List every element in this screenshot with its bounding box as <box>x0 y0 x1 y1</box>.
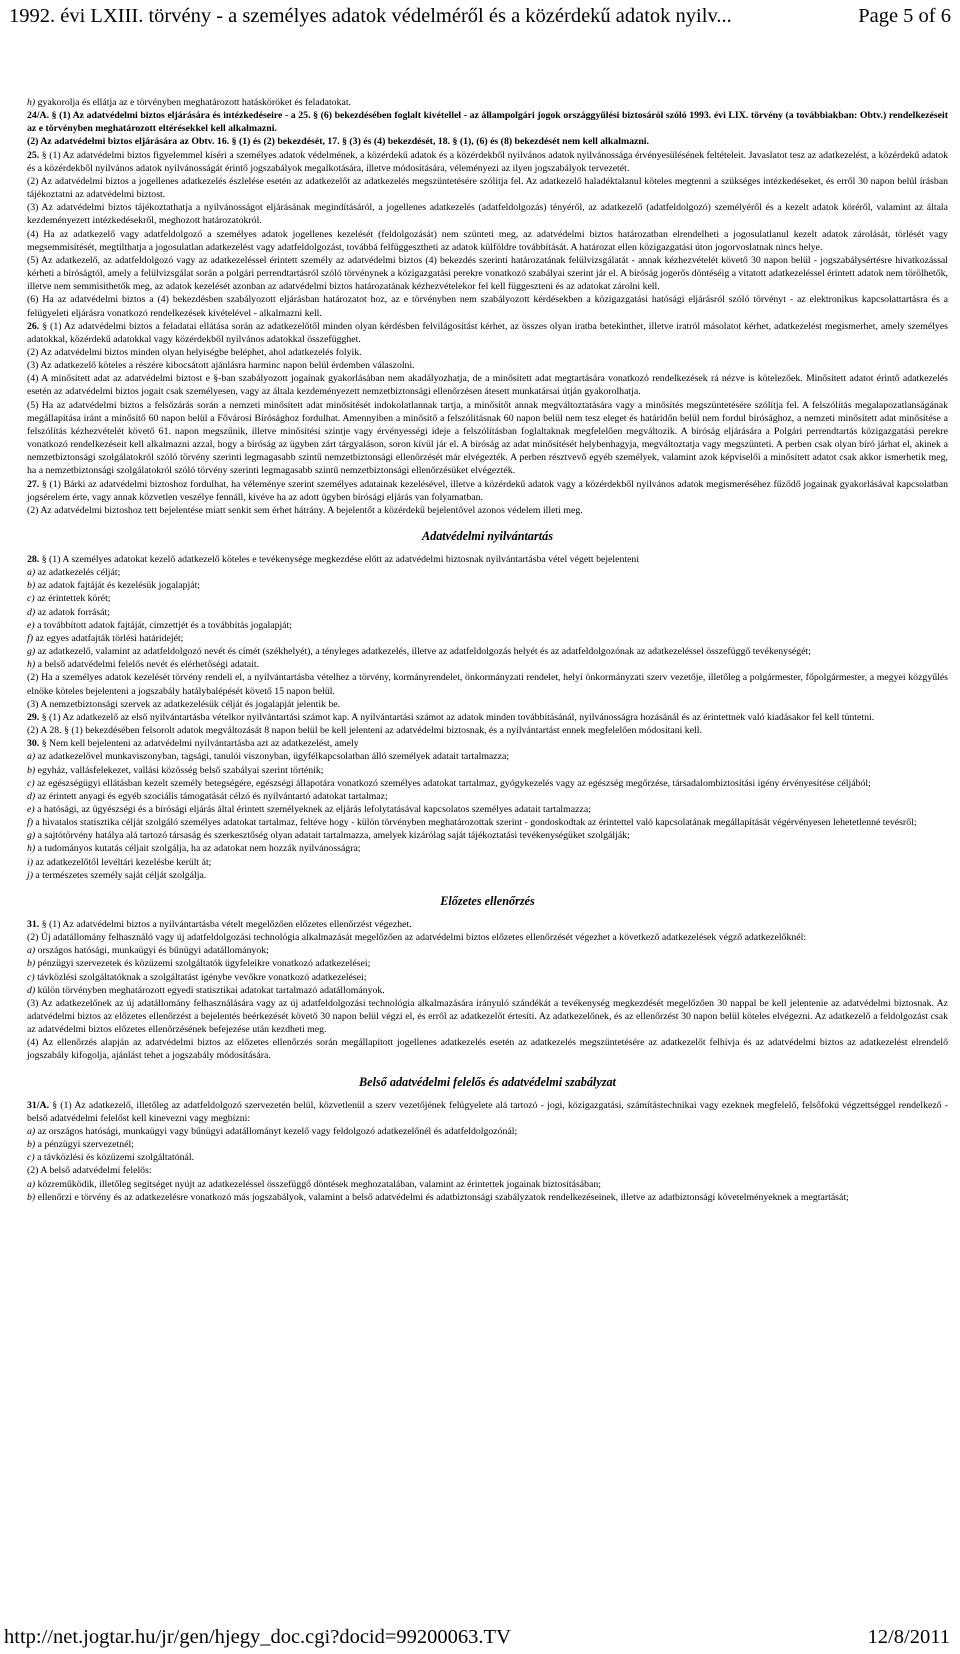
list-marker: j) <box>27 869 33 881</box>
list-marker: f) <box>27 817 33 829</box>
paragraph-text: (2) Az adatvédelmi biztos eljárására az Obtv. 16. § (1) és (2) bekezdését, 17. § (3) és (4) bekezdését, 18. § (1), (6) és (8) bekezdését nem kell alkalmazni. <box>27 136 649 148</box>
paragraph-text: (2) Új adatállomány felhasználó vagy új adatfeldolgozási technológia alkalmazását megelőzően az adatvédelmi biztos előzetes ellenőrzését végezhet a következő adatkezelések végző adatkezelőknél: <box>27 932 807 944</box>
paragraph <box>27 346 948 359</box>
paragraph <box>27 254 948 293</box>
paragraph-text: (6) Ha az adatvédelmi biztos a (4) bekezdésben szabályozott eljárásban határozatot hoz, az e törvényben nem szabályozott kérdésekben a közigazgatási hatósági eljárásról szóló törvényt - az elektronikus kapcsolattartásra és a felügyeleti eljárásra vonatkozó rendelkezések kivételével - alkalmazni kell. <box>27 294 948 319</box>
paragraph-text: § (1) Bárki az adatvédelmi biztoshoz fordulhat, ha véleménye szerint személyes adatainak kezelésével, illetve a közérdekű adatok vagy a közérdekből nyilvános adatok megismeréséhez fűződő jogainak gyakorlásával kapcsolatban jogsérelem érte, vagy annak közvetlen veszélye fennáll, kivéve ha az adott ügyben bírósági eljárás van folyamatban. <box>27 478 948 503</box>
paragraph <box>27 856 948 869</box>
paragraph-text: a sajtótörvény hatálya alá tartozó társaság és szerkesztőség olyan adatait tartalmazza, amelyek kizárólag saját tájékoztatási tevékenységüket szolgálják; <box>35 830 630 842</box>
paragraph-text: (3) Az adatkezelőnek az új adatállomány felhasználására vagy az új adatfeldolgozási technológia alkalmazására irányuló szándékát a tevékenység megkezdését megelőzően 30 nappal be kell jelentenie az adatvédelmi biztosnak. Az adatvédelmi biztos az előzetes ellenőrzést a bejelentés beérkezését követő 30 napon belül végzi el, és erről az adatkezelőt értesíti. Az adatkezelőnek, és az ellenőrzést 30 napon belül köteles elvégezni. Az adatkezelő a feldolgozást csak az adatvédelmi biztos előzetes ellenőrzésének befejezése után kezdheti meg. <box>27 997 948 1036</box>
list-marker: h) <box>27 97 36 108</box>
paragraph-text: (2) Az adatvédelmi biztos a jogellenes adatkezelés észlelése esetén az adatkezelőt az adatkezelés megszüntetésére szólítja fel. Az adatkezelő haladéktalanul köteles megtenni a szükséges intézkedéseket, és erről 30 napon belül írásban tájékoztatni az adatvédelmi biztost. <box>27 175 948 201</box>
paragraph <box>27 1178 948 1191</box>
paragraph <box>27 372 948 398</box>
list-marker: e) <box>27 803 35 815</box>
paragraph-text: § (1) Az adatkezelő az első nyilvántartásba vételkor nyilvántartási számot kap. A nyilvántartási számot az adatok minden továbbításánál, nyilvánosságra hozásánál és az érintettnek való kiadásakor fel kell tüntetni. <box>39 711 875 723</box>
paragraph <box>27 478 948 504</box>
paragraph <box>27 918 948 931</box>
list-marker: a) <box>27 945 36 957</box>
section-number: 27. <box>27 478 40 490</box>
paragraph <box>27 711 948 724</box>
paragraph-text: (2) Az adatvédelmi biztoshoz tett bejelentése miatt senkit sem érhet hátrány. A bejelentőt a közérdekű bejelentővel azonos védelem illeti meg. <box>27 504 583 516</box>
paragraph <box>27 1138 948 1151</box>
list-marker: e) <box>27 619 35 631</box>
list-marker: f) <box>27 632 33 644</box>
list-marker: a) <box>27 567 36 579</box>
source-url: http://net.jogtar.hu/jr/gen/hjegy_doc.cgi?docid=99200063.TV <box>4 1626 511 1648</box>
paragraph <box>27 869 948 882</box>
document-body <box>27 96 948 1204</box>
list-marker: g) <box>27 830 36 842</box>
paragraph <box>27 579 948 592</box>
paragraph-text: § (1) Az adatvédelmi biztos a nyilvántartásba vételt megelőzően előzetes ellenőrzést végezhet. <box>39 918 412 930</box>
paragraph <box>27 1036 948 1062</box>
paragraph-text: az adatkezelőtől levéltári kezelésbe került át; <box>32 856 212 868</box>
section-number: 25. <box>27 149 40 161</box>
paragraph <box>27 1125 948 1138</box>
section-number: 30. <box>27 738 40 750</box>
paragraph-text: az érintett anyagi és egyéb szociális támogatását célzó és nyilvántartó adatokat tartalmaz; <box>35 790 388 802</box>
paragraph-text: külön törvényben meghatározott egyedi statisztikai adatokat tartalmazó adatállományok. <box>35 984 385 996</box>
list-marker: d) <box>27 790 36 802</box>
paragraph-text: az adatkezelő, valamint az adatfeldolgozó nevét és címét (székhelyét), a tényleges adatkezelés, illetve az adatfeldolgozás helyét és az adatfeldolgozónak az adatkezeléssel összefüggő tevékenységét; <box>35 646 811 658</box>
paragraph <box>27 671 948 697</box>
paragraph <box>27 504 948 517</box>
paragraph-text: a belső adatvédelmi felelős nevét és elérhetőségi adatait. <box>35 659 260 671</box>
list-marker: a) <box>27 751 36 763</box>
paragraph-text: a tudományos kutatás céljait szolgálja, ha az adatokat nem hozzák nyilvánosságra; <box>35 843 361 855</box>
paragraph-text: országos hatósági, munkaügyi és bűnügyi adatállományok; <box>35 945 269 957</box>
list-marker: c) <box>27 593 35 605</box>
list-marker: a) <box>27 1178 36 1190</box>
paragraph-text: a természetes személy saját célját szolgálja. <box>32 869 207 881</box>
paragraph-text: gyakorolja és ellátja az e törvényben meghatározott hatásköröket és feladatokat. <box>35 97 351 108</box>
paragraph <box>27 931 948 944</box>
print-header <box>9 1 951 31</box>
paragraph-text: ellenőrzi e törvény és az adatkezelésre vonatkozó más jogszabályok, valamint a belső adatvédelmi és adatbiztonsági szabályzatok rendelkezéseinek, illetve az adatbiztonsági követelményeknek a megtartását; <box>35 1191 849 1203</box>
paragraph-text: § (1) A személyes adatokat kezelő adatkezelő köteles e tevékenysége megkezdése előtt az adatvédelmi biztosnak nyilvántartásba vétel végett bejelenteni <box>39 554 640 565</box>
paragraph <box>27 399 948 478</box>
paragraph <box>27 944 948 957</box>
paragraph <box>27 698 948 711</box>
paragraph <box>27 984 948 997</box>
paragraph <box>27 829 948 842</box>
paragraph-text: a továbbított adatok fajtáját, címzettjét és a továbbítás jogalapját; <box>34 619 292 631</box>
section-heading: Adatvédelmi nyilvántartás <box>421 529 553 543</box>
paragraph-text: az érintettek körét; <box>34 593 111 605</box>
paragraph <box>27 632 948 645</box>
section-number: 28. <box>27 554 40 565</box>
paragraph <box>27 1191 948 1204</box>
section-number: 26. <box>27 320 40 332</box>
paragraph <box>27 750 948 763</box>
list-marker: h) <box>27 843 36 855</box>
print-footer <box>0 1622 960 1652</box>
list-marker: b) <box>27 580 36 592</box>
paragraph-text: az egyes adatfajták törlési határidejét; <box>32 632 184 644</box>
paragraph-text: az adatkezelés célját; <box>35 567 121 579</box>
list-marker: a) <box>27 1125 36 1137</box>
list-marker: b) <box>27 958 36 970</box>
paragraph-text: pénzügyi szervezetek és közüzemi szolgáltatók ügyfeleikre vonatkozó adatkezelései; <box>35 958 371 970</box>
paragraph <box>27 957 948 970</box>
paragraph-text: az adatok forrását; <box>35 606 110 618</box>
paragraph-text: § (1) Az adatvédelmi biztos eljárására és intézkedéseire - a 25. § (6) bekezdésében foglalt kivétellel - az állampolgári jogok országgyűlési biztosáról szóló 1993. évi LIX. törvény (a továbbiakban: Obtv.) rendelkezéseit az e törvényben meghatározott eltérésekkel kell alkalmazni. <box>27 110 948 135</box>
paragraph-text: (2) Ha a személyes adatok kezelését törvény rendeli el, a nyilvántartásba vételhez a törvény, kormányrendelet, önkormányzati rendelet, helyi önkormányzati szerv vezetője, illetőleg a polgármester, főpolgármester, a megyei közgyűlés elnöke köteles bejelenteni a jogszabály hatálybalépését követő 15 napon belül. <box>27 672 948 697</box>
paragraph <box>27 566 948 579</box>
paragraph-text: (2) A belső adatvédelmi felelős: <box>27 1165 152 1177</box>
list-marker: c) <box>27 1152 35 1164</box>
paragraph-text: (4) Az ellenőrzés alapján az adatvédelmi biztos az előzetes ellenőrzés során megállapított jogellenes adatkezelés esetén az adatkezelés megszüntetésére az adatkezelőt felhívja és az adatvédelmi biztos az adatkezelést elrendelő jogszabály kifogolja, ajánlást tehet a jogszabály módosítására. <box>27 1037 948 1062</box>
list-marker: b) <box>27 764 36 776</box>
paragraph <box>27 842 948 855</box>
list-marker: b) <box>27 1139 36 1151</box>
paragraph-text: közreműködik, illetőleg segítséget nyújt az adatkezeléssel összefüggő döntések meghozatalában, valamint az érintettek jogainak biztosításában; <box>35 1178 602 1190</box>
list-marker: h) <box>27 659 36 671</box>
paragraph <box>27 359 948 372</box>
paragraph <box>27 149 948 175</box>
paragraph <box>27 606 948 619</box>
paragraph-text: (5) Ha az adatvédelmi biztos a felsőzárás során a nemzeti minősített adat minősítését indokolatlannak tartja, a minősítőt annak megváltoztatására vagy a minősítés megszüntetésére szólítja fel. A felszólítás megalapozatlanságának megállapítása iránt a minősítő 60 napon belül a Fővárosi Bírósághoz fordulhat. Amennyiben a minősítő a felszólításnak 60 napon belül nem tesz eleget és határidőn belül nem fordul bírósághoz, a nemzeti minősített adat minősítése a felszólítás kézhezvételét követő 61. napon megszűnik, illetve minősítési szintje vagy érvényességi ideje a felszólításban foglaltaknak megfelelően megváltozik. A bíróság eljárására a Polgári perrendtartás közigazgatási perekre vonatkozó rendelkezéseit kell alkalmazni azzal, hogy a bíróság az ügyben zárt tárgyaláson, soron kívül jár el. A bíróság az adat minősítését helybenhagyja, megváltoztatja vagy megszünteti. A perben csak olyan bíró járhat el, akinek a nemzetbiztonsági szolgálatokról szóló törvény szerinti legmagasabb szintű nemzetbiztonsági ellenőrzését már elvégezték. A perben résztvevő egyéb személyek, valamint azok képviselői a minősített adatot csak akkor ismerhetik meg, ha a nemzetbiztonsági szolgálatokról szóló törvény szerinti legmagasabb szintű nemzetbiztonsági ellenőrzésüket elvégezték. <box>27 399 948 477</box>
paragraph-text: (2) Az adatvédelmi biztos minden olyan helyiségbe beléphet, ahol adatkezelés folyik. <box>27 346 362 358</box>
list-marker: d) <box>27 606 36 618</box>
paragraph <box>27 645 948 658</box>
list-marker: b) <box>27 1191 36 1203</box>
paragraph-text: a távközlési és közüzemi szolgáltatónál. <box>34 1152 195 1164</box>
paragraph <box>27 1151 948 1164</box>
list-marker: g) <box>27 646 36 658</box>
paragraph <box>27 96 948 109</box>
paragraph-text: a pénzügyi szervezetnél; <box>35 1139 134 1151</box>
paragraph-text: § (1) Az adatvédelmi biztos figyelemmel kíséri a személyes adatok védelmének, a közérdekű adatok és a közérdekből nyilvános adatok nyilvánossága érvényesülésének feltételeit. Javaslatot tesz az adatkezelést, a közérdekű adatok és a közérdekből nyilvános adatok nyilvánosságát érintő jogszabályok megalkotására, illetve módosítására, véleményezi az ilyen jogszabályok tervezetét. <box>27 149 948 174</box>
paragraph-text: az adatok fajtáját és kezelésük jogalapját; <box>35 580 201 592</box>
paragraph <box>27 777 948 790</box>
paragraph-text: az egészségügyi ellátásban kezelt személy betegségére, egészségi állapotára vonatkozó személyes adatokat tartalmaz, gyógykezelés vagy az egészség megőrzése, társadalombiztosítási igény érvényesítése céljából; <box>34 777 871 789</box>
paragraph-text: (3) Az adatvédelmi biztos tájékoztathatja a nyilvánosságot eljárásának megindításáról, a jogellenes adatkezelés (adatfeldolgozás) tényéről, az adatkezelő (adatfeldolgozó) személyéről és a kezelt adatok köréről, valamint az általa kezdeményezett intézkedésekről, meghozott határozatokról. <box>27 202 948 227</box>
paragraph <box>27 737 948 750</box>
paragraph-text: § Nem kell bejelenteni az adatvédelmi nyilvántartásba azt az adatkezelést, amely <box>39 738 359 750</box>
paragraph <box>27 553 948 566</box>
paragraph <box>27 724 948 737</box>
paragraph <box>27 135 948 148</box>
section-number: 31/A. <box>27 1099 50 1111</box>
page-indicator: Page 5 of 6 <box>858 5 951 27</box>
paragraph <box>27 1164 948 1177</box>
print-date: 12/8/2011 <box>867 1626 950 1648</box>
paragraph-text: (3) A nemzetbiztonsági szervek az adatkezelésük célját és jogalapját jelentik be. <box>27 698 341 710</box>
paragraph <box>27 1099 948 1125</box>
paragraph-text: § (1) Az adatvédelmi biztos a feladatai ellátása során az adatkezelőtől minden olyan kérdésben felvilágosítást kérhet, az összes olyan iratba betekinthet, illetve iratról másolatot kérhet, adatkezelést megismerhet, amely személyes adatokkal, közérdekű adatokkal vagy közérdekből nyilvános adatokkal összefügghet. <box>27 320 948 345</box>
paragraph <box>27 109 948 135</box>
paragraph <box>27 764 948 777</box>
list-marker: i) <box>27 856 33 868</box>
paragraph-text: távközlési szolgáltatóknak a szolgáltatást igénybe vevőkre vonatkozó adatkezelései; <box>34 971 367 983</box>
section-number: 31. <box>27 918 40 930</box>
list-marker: d) <box>27 984 36 996</box>
paragraph <box>27 971 948 984</box>
document-title: 1992. évi LXIII. törvény - a személyes adatok védelméről és a közérdekű adatok nyilv... <box>9 5 732 27</box>
paragraph <box>27 201 948 227</box>
section-number: 24/A. <box>27 110 50 122</box>
paragraph <box>27 228 948 254</box>
paragraph <box>27 320 948 346</box>
paragraph <box>27 997 948 1036</box>
paragraph-text: (4) A minősített adat az adatvédelmi biztost e §-ban szabályozott jogainak gyakorlásában nem akadályozhatja, de a minősített adat megtartására vonatkozó rendelkezések rá nézve is kötelezőek. Minősített adatot érintő adatkezelés esetén az adatvédelmi biztos jogait csak személyesen, vagy az általa kezdeményezett nemzetbiztonsági ellenőrzésen átesett munkatársai útján gyakorolhatja. <box>27 373 948 398</box>
paragraph-text: (5) Az adatkezelő, az adatfeldolgozó vagy az adatkezeléssel érintett személy az adatvédelmi biztos (4) bekezdés szerinti határozatának felülvizsgálatát - annak kézhezvételét követő 30 napon belül - jogszabálysértésre hivatkozással kérheti a bíróságtól, amely a felülvizsgálat során a polgári perrendtartásról szóló törvénynek a közigazgatási perekre vonatkozó szabályai szerint jár el. A bíróság jogerős döntéséig a vitatott adatkezeléssel érintett adatok nem törölhetők, illetve nem semmisíthetők meg, az adatok kezelését azonban az adatvédelmi biztos határozatának kézhezvételekor fel kell függeszteni és az adatokat zárolni kell. <box>27 254 948 293</box>
list-marker: c) <box>27 971 35 983</box>
paragraph <box>27 803 948 816</box>
paragraph-text: egyház, vallásfelekezet, vallási közösség belső szabályai szerint történik; <box>35 764 324 776</box>
paragraph-text: (3) Az adatkezelő köteles a részére kibocsátott ajánlásra harminc napon belül érdemben válaszolni. <box>27 360 415 372</box>
section-heading: Belső adatvédelmi felelős és adatvédelmi szabályzat <box>359 1074 616 1089</box>
paragraph-text: az országos hatósági, munkaügyi vagy bűnügyi adatállományt kezelő vagy feldolgozó adatkezelőnél és adatfeldolgozónál; <box>35 1125 518 1137</box>
paragraph-text: § (1) Az adatkezelő, illetőleg az adatfeldolgozó szervezetén belül, közvetlenül a szerv vezetőjének felügyelete alá tartozó - jogi, közigazgatási, számítástechnikai vagy ezeknek megfelelő, felsőfokú végzettséggel rendelkező - belső adatvédelmi felelőst kell kinevezni vagy megbízni: <box>27 1099 948 1124</box>
section-number: 29. <box>27 711 40 723</box>
section-heading: Előzetes ellenőrzés <box>440 893 535 908</box>
paragraph <box>27 175 948 201</box>
paragraph <box>27 293 948 319</box>
paragraph-text: az adatkezelővel munkaviszonyban, tagsági, tanulói viszonyban, ügyfélkapcsolatban álló személyek adatait tartalmazza; <box>35 751 510 763</box>
paragraph-text: (4) Ha az adatkezelő vagy adatfeldolgozó a személyes adatok jogellenes kezelését (feldolgozását) nem szünteti meg, az adatvédelmi biztos határozatban elrendelheti a jogosulatlanul kezelt adatok zárolását, törlését vagy megsemmisítését, megtilthatja a jogosulatlan adatkezelést vagy adatfeldolgozást, továbbá felfüggesztheti az adatok külföldre továbbítását. A határozat ellen közigazgatási úton jogorvoslatnak nincs helye. <box>27 228 948 253</box>
paragraph <box>27 592 948 605</box>
paragraph-text: a hatósági, az ügyészségi és a bírósági eljárás által érintett személyeknek az eljárás lefolytatásával kapcsolatos személyes adatait tartalmazza; <box>34 803 591 815</box>
list-marker: c) <box>27 777 35 789</box>
paragraph-text: a hivatalos statisztika célját szolgáló személyes adatokat tartalmaz, feltéve hogy - külön törvényben meghatározottak szerint - gondoskodtak az érintettel való kapcsolatának megállapítását végérvényesen lehetetlenné tevésről; <box>32 817 917 829</box>
paragraph <box>27 816 948 829</box>
paragraph <box>27 658 948 671</box>
paragraph <box>27 790 948 803</box>
paragraph-text: (2) A 28. § (1) bekezdésében felsorolt adatok megváltozását 8 napon belül be kell jelenteni az adatvédelmi biztosnak, és a nyilvántartást ennek megfelelően módosítani kell. <box>27 725 702 737</box>
paragraph <box>27 619 948 632</box>
